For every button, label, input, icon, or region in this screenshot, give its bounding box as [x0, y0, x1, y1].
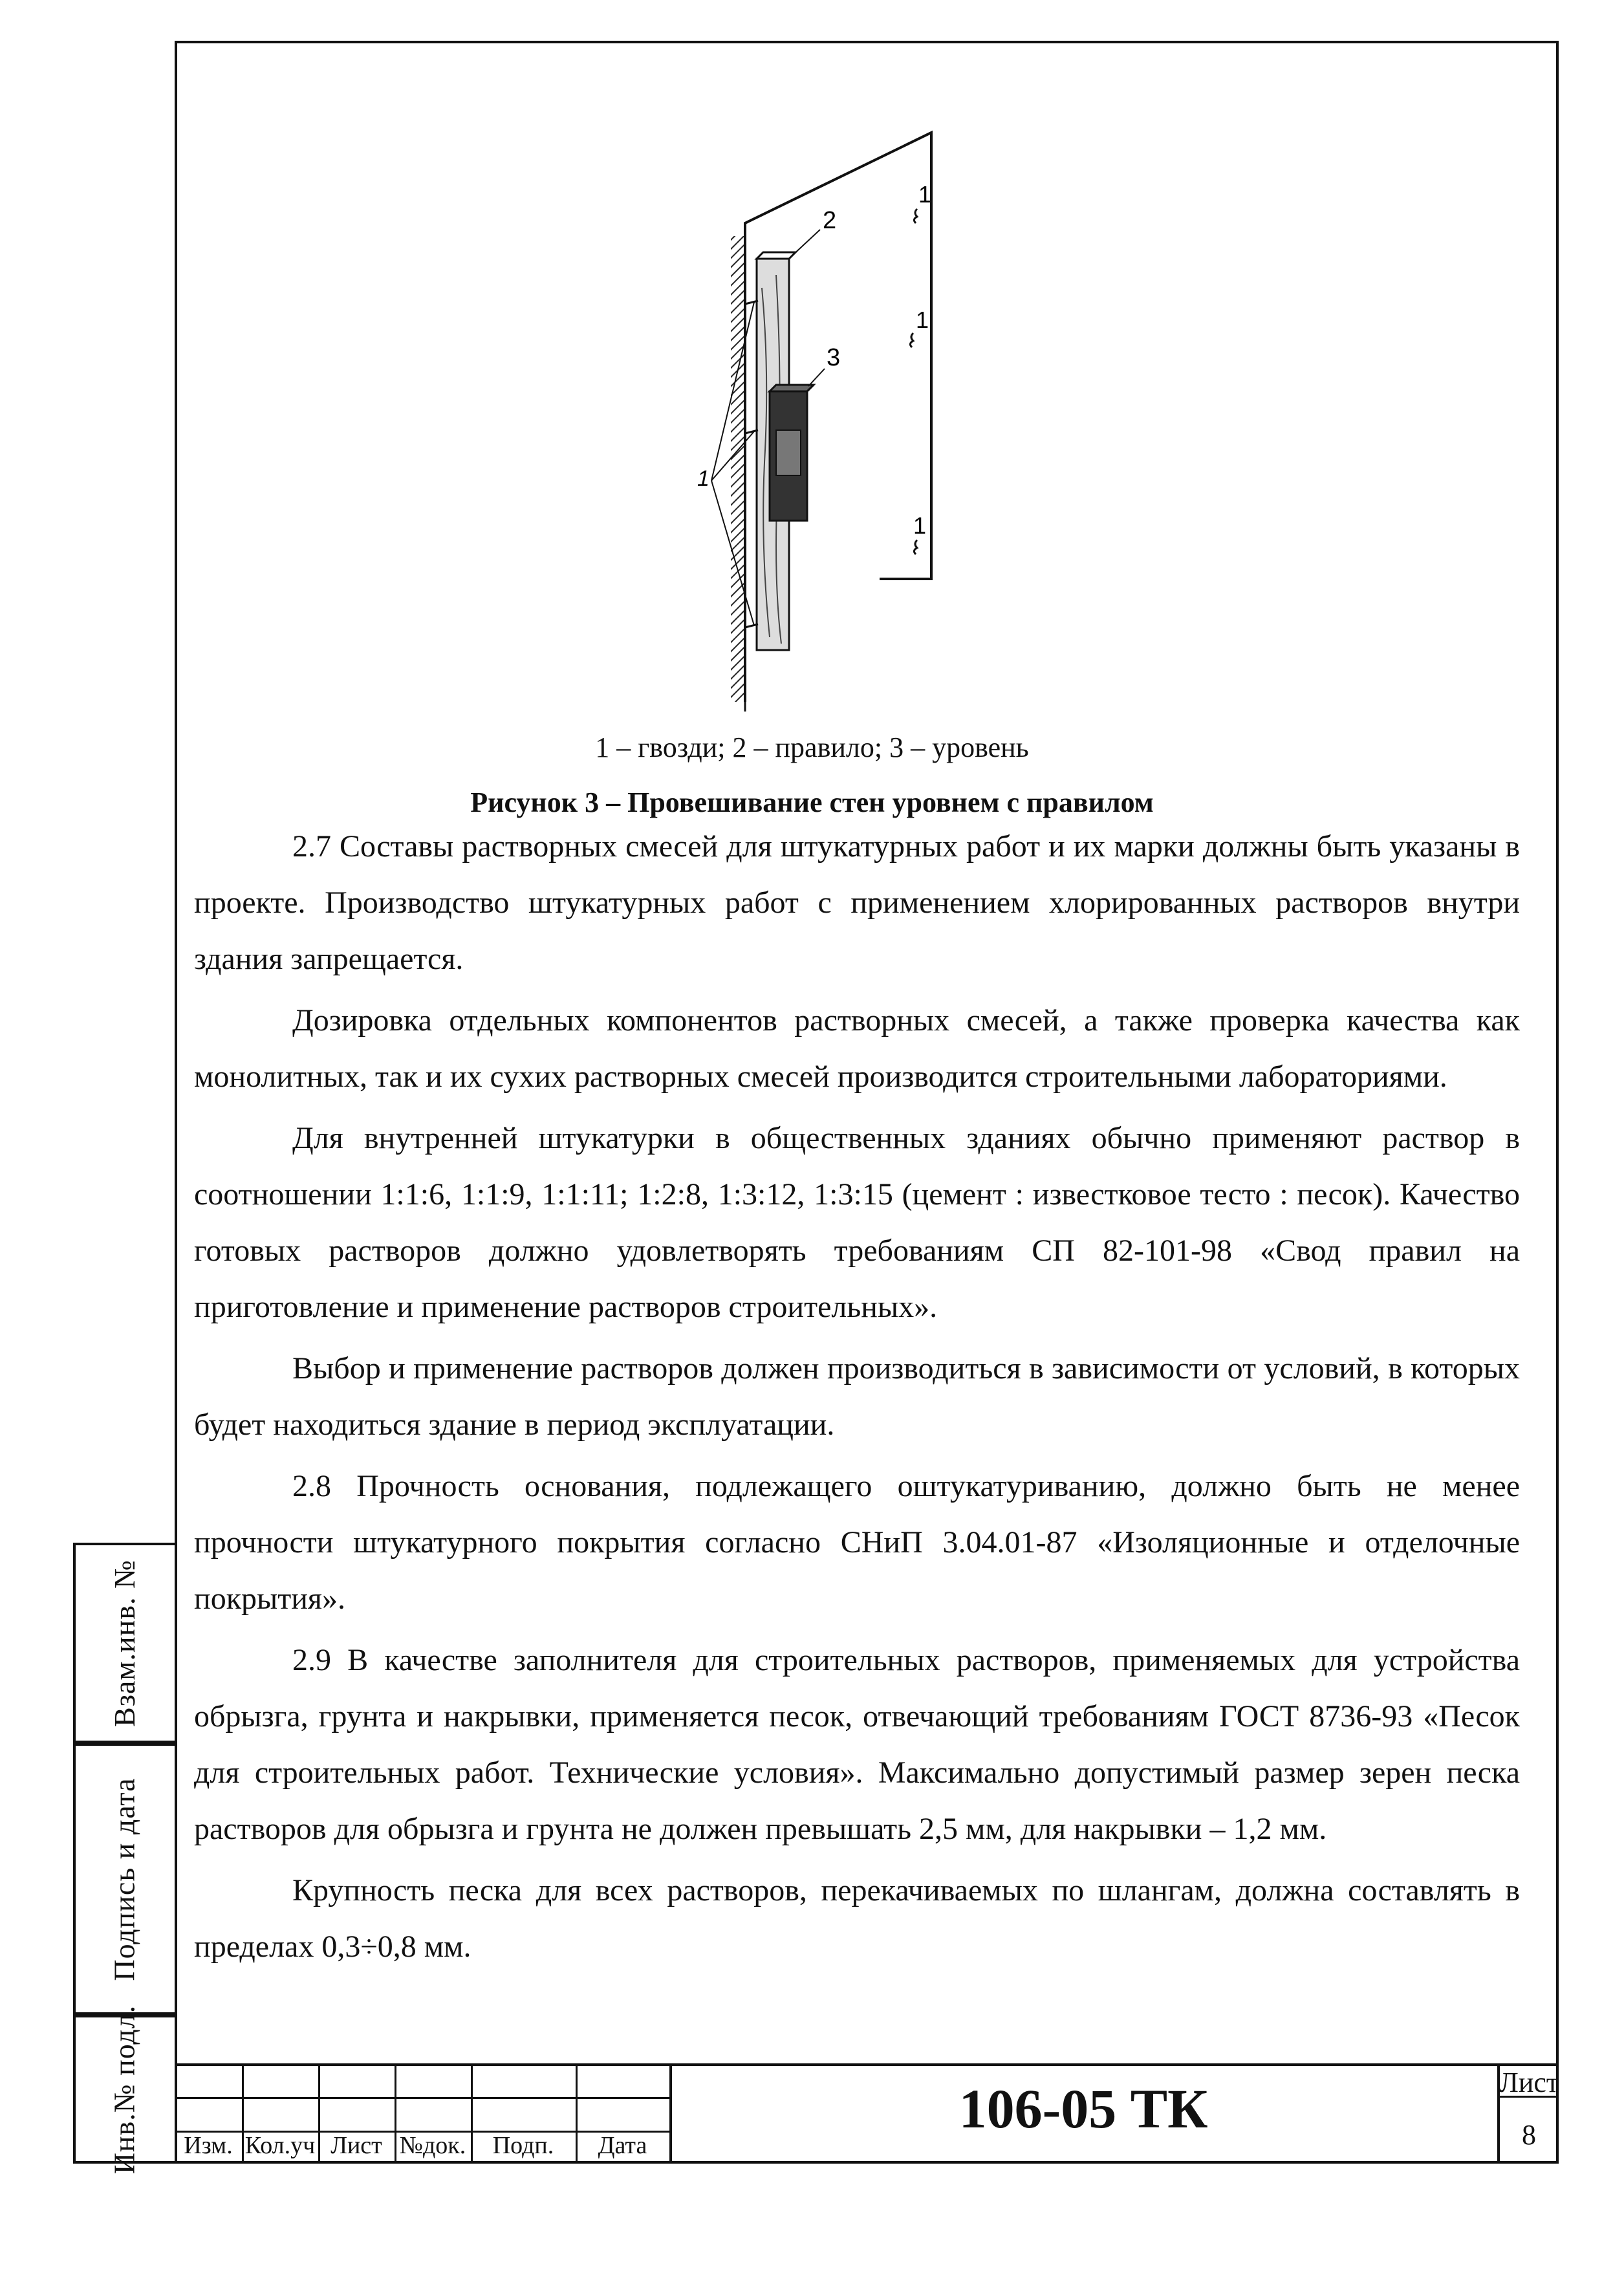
side-label-replace-inv-wrap — [73, 1543, 175, 1743]
paragraph: Дозировка отдельных компонентов растворных смесей, а также проверка качества как монолитных, так и их сухих растворных смесей производится строительными лабораториями. — [194, 1003, 1520, 1094]
level-vial — [776, 430, 801, 475]
document-code: 106-05 ТК — [958, 2078, 1208, 2140]
leader-rule — [792, 230, 820, 255]
figure-label-rule: 2 — [823, 207, 837, 234]
paragraph: 2.7 Составы растворных смесей для штукатурных работ и их марки должны быть указаны в проекте. Производство штукатурных работ с применением хлорированных растворов внутри здания запрещается. — [194, 829, 1520, 976]
figure-label-level: 3 — [827, 344, 841, 371]
nail-mark-2 — [910, 333, 913, 347]
figure-label-nail-wall-1: 1 — [918, 181, 932, 208]
side-label-sign-date: Подпись и дата — [107, 1777, 141, 1981]
nail-mark-1 — [914, 209, 917, 223]
stamp-header-change: Изм. — [184, 2132, 233, 2159]
figure-legend: 1 – гвозди; 2 – правило; 3 – уровень — [595, 732, 1029, 763]
figure-wall-plumbing — [679, 126, 1002, 721]
paragraph: Выбор и применение растворов должен производиться в зависимости от условий, в которых будет находиться здание в период эксплуатации. — [194, 1351, 1520, 1442]
stamp-header-sheet: Лист — [330, 2132, 382, 2159]
side-label-sign-date-wrap — [73, 1743, 175, 2015]
leader-level — [808, 369, 825, 386]
body-text — [194, 818, 1520, 1980]
side-label-inv-orig: Инв.№ подл. — [107, 2005, 141, 2174]
wall-hatch — [731, 236, 745, 702]
stamp-header-doc: №док. — [399, 2132, 466, 2159]
side-label-replace-inv: Взам.инв. № — [107, 1559, 141, 1727]
stamp-header-count: Кол.уч — [244, 2132, 316, 2159]
side-label-inv-orig-wrap — [73, 2005, 175, 2174]
sheet-label: Лист — [1499, 2067, 1559, 2098]
figure-label-nail-wall-3: 1 — [913, 512, 927, 539]
paragraph: 2.9 В качестве заполнителя для строительных растворов, применяемых для устройства обрызга, грунта и накрывки, применяется песок, отвечающий требованиям ГОСТ 8736-93 «Песок для строительных работ. Технические условия». Максимально допустимый размер зерен песка растворов для обрызга и грунта не должен превышать 2,5 мм, для накрывки – 1,2 мм. — [194, 1643, 1520, 1846]
paragraph: Крупность песка для всех растворов, перекачиваемых по шлангам, должна составлять в пределах 0,3÷0,8 мм. — [194, 1873, 1520, 1964]
nail-mark-3 — [914, 540, 917, 554]
paragraph: 2.8 Прочность основания, подлежащего оштукатуриванию, должно быть не менее прочности штукатурного покрытия согласно СНиП 3.04.01-87 «Изоляционные и отделочные покрытия». — [194, 1469, 1520, 1616]
title-block — [175, 2063, 1559, 2164]
figure-label-nails-left: 1 — [697, 466, 709, 491]
rule-board-top — [757, 252, 796, 259]
figure-caption: Рисунок 3 – Провешивание стен уровнем с правилом — [470, 787, 1154, 818]
stamp-header-sign: Подп. — [492, 2132, 554, 2159]
sheet-number: 8 — [1522, 2119, 1536, 2151]
figure-label-nail-wall-2: 1 — [916, 307, 929, 333]
stamp-header-date: Дата — [598, 2132, 647, 2159]
paragraph: Для внутренней штукатурки в общественных зданиях обычно применяют раствор в соотношении 1:1:6, 1:1:9, 1:1:11; 1:2:8, 1:3:12, 1:3:15 (цемент : известковое тесто : песок). Качество готовых растворов должно удовлетворять требованиям СП 82-101-98 «Свод правил на приготовление и применение растворов строительных». — [194, 1121, 1520, 1324]
